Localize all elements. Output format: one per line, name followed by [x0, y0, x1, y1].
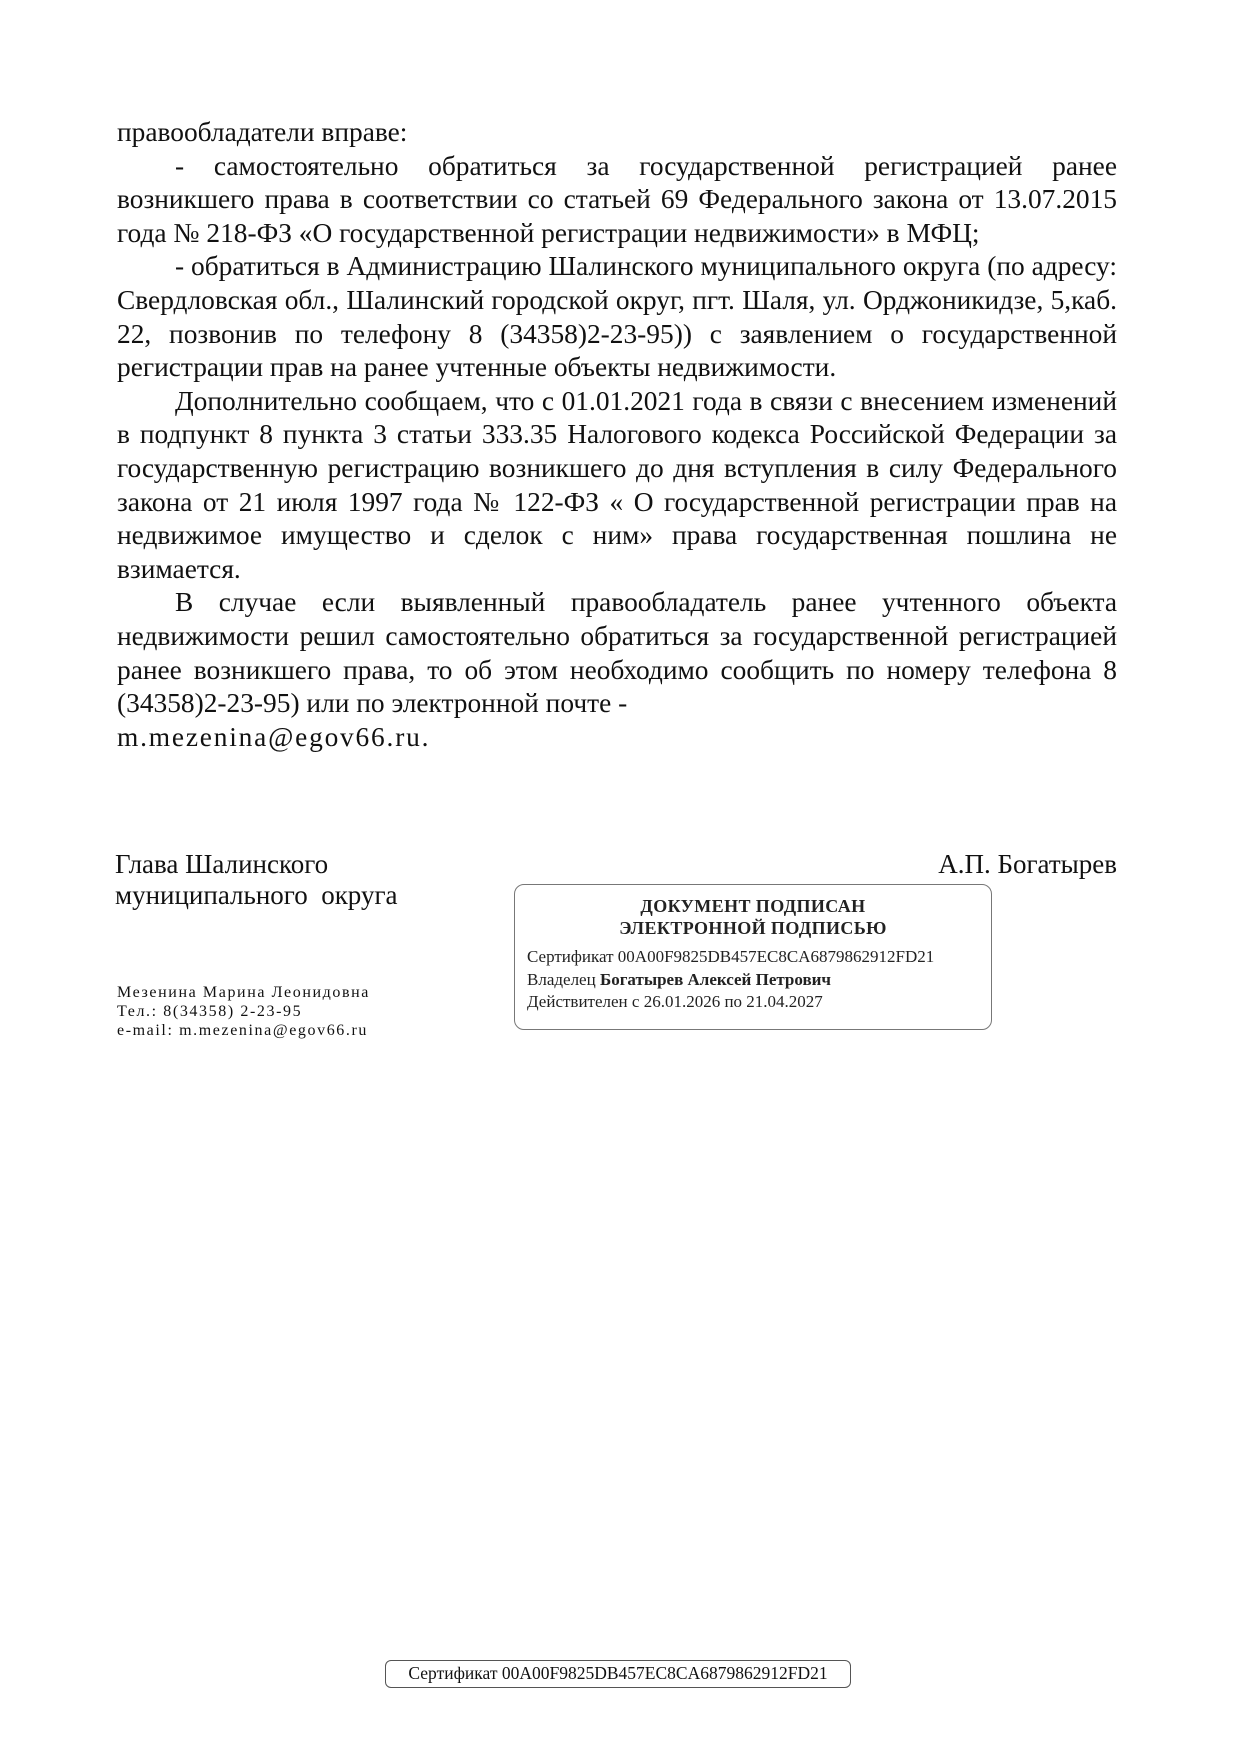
paragraph-state-fee: Дополнительно сообщаем, что с 01.01.2021 года в связи с внесением изменений в подпункт 8 пункта 3 статьи 333.35 Налогового кодекса Российской Федерации за государственную регистрацию возникшего до дня вступления в силу Федерального закона от 21 июля 1997 года № 122-ФЗ « О государственной регистрации прав на недвижимое имущество и сделок с ним» права государственная пошлина не взимается. — [117, 385, 1117, 584]
stamp-heading — [515, 895, 991, 939]
signatory-position — [115, 849, 398, 911]
footer-certificate-stamp: Сертификат 00A00F9825DB457EC8CA6879862912FD21 — [385, 1660, 851, 1688]
letter-body — [117, 116, 1117, 754]
paragraph-notify: В случае если выявленный правообладатель ранее учтенного объекта недвижимости решил самостоятельно обратиться за государственной регистрацией ранее возникшего права, то об этом необходимо сообщить по номеру телефона 8 (34358)2-23-95) или по электронной почте - — [117, 587, 1117, 719]
stamp-owner-value: Богатырев Алексей Петрович — [599, 969, 832, 989]
signatory-name: А.П. Богатырев — [938, 849, 1117, 879]
paragraph-option-administration: - обратиться в Администрацию Шалинского муниципального округа (по адресу: Свердловская обл., Шалинский городской округ, пгт. Шаля, ул. Орджоникидзе, 5,каб. 22, позвонив по телефону 8 (34358)2-23-95)) с заявлением о государственной регистрации прав на ранее учтенные объекты недвижимости. — [117, 251, 1117, 383]
stamp-heading-line1: ДОКУМЕНТ ПОДПИСАН — [640, 896, 866, 916]
stamp-owner-label: Владелец — [527, 969, 596, 989]
stamp-owner-row — [527, 969, 991, 992]
paragraph-option-self-registration: - самостоятельно обратиться за государственной регистрацией ранее возникшего права в соответствии со статьей 69 Федерального закона от 13.07.2015 года № 218-ФЗ «О государственной регистрации недвижимости» в МФЦ; — [117, 150, 1117, 248]
stamp-certificate-label: Сертификат — [527, 947, 614, 966]
electronic-signature-stamp — [514, 884, 992, 1030]
stamp-validity: Действителен с 26.01.2026 по 21.04.2027 — [527, 992, 823, 1011]
executor-email: e-mail: m.mezenina@egov66.ru — [117, 1022, 369, 1039]
executor-phone: Тел.: 8(34358) 2-23-95 — [117, 1003, 303, 1020]
signatory-position-line1: Глава Шалинского — [115, 849, 329, 879]
stamp-heading-line2: ЭЛЕКТРОННОЙ ПОДПИСЬЮ — [619, 918, 887, 938]
stamp-certificate-value: 00A00F9825DB457EC8CA6879862912FD21 — [617, 947, 935, 966]
executor-contact — [117, 983, 370, 1040]
executor-name: Мезенина Марина Леонидовна — [117, 984, 371, 1001]
signatory-position-line2: муниципального округа — [115, 880, 398, 910]
stamp-details — [527, 946, 991, 1014]
paragraph-intro: правообладатели вправе: — [117, 117, 408, 147]
contact-email-link[interactable]: m.mezenina@egov66.ru. — [117, 721, 431, 752]
stamp-certificate-row — [527, 946, 991, 969]
